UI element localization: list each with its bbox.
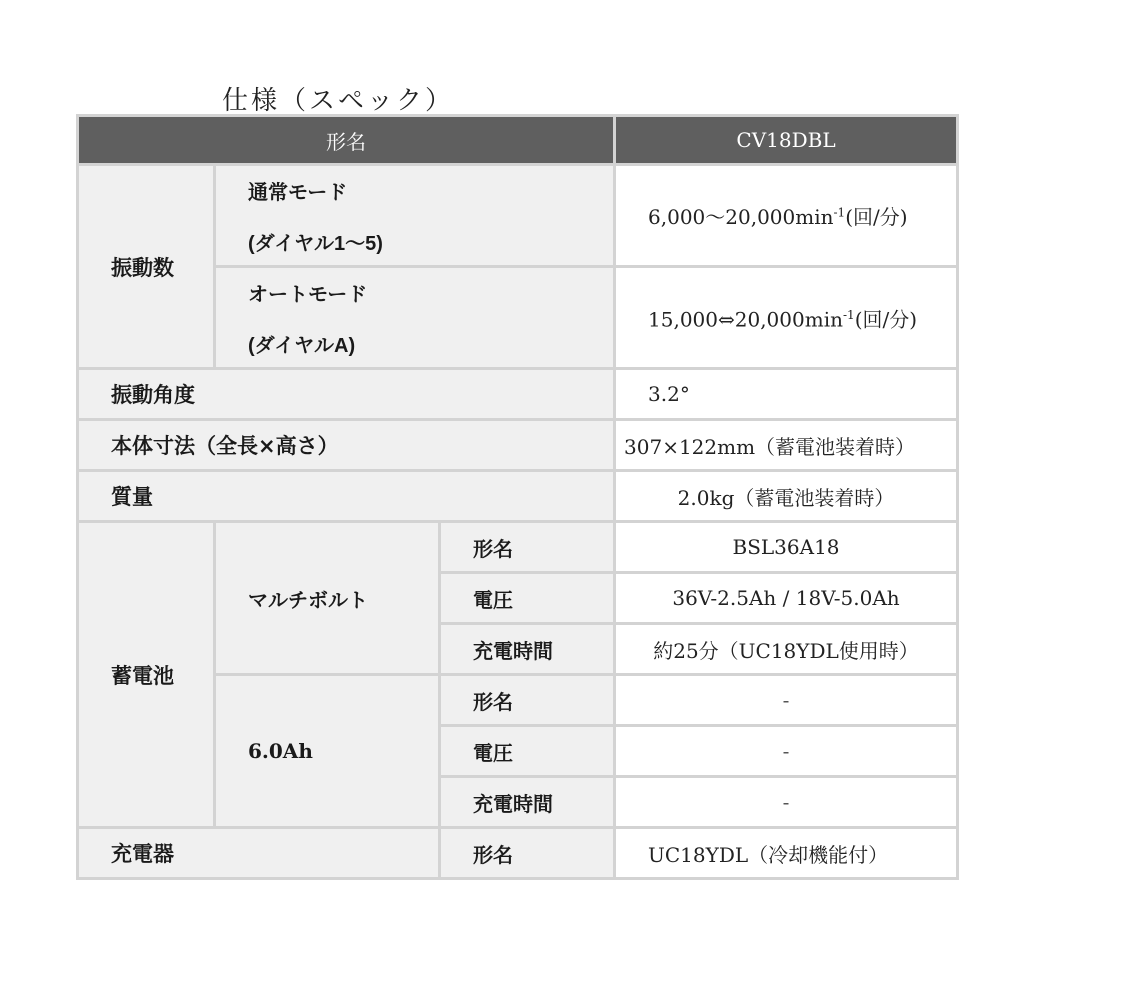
ah60-charge-value: - <box>615 777 958 828</box>
ah60-model-value: - <box>615 675 958 726</box>
normal-value-sup: -1 <box>833 205 846 220</box>
ah60-model-label: 形名 <box>440 675 615 726</box>
multivolt-voltage-label: 電圧 <box>440 573 615 624</box>
charger-label: 充電器 <box>78 828 440 879</box>
table-row <box>78 471 958 522</box>
vibration-label: 振動数 <box>78 165 215 369</box>
multivolt-model-value: BSL36A18 <box>615 522 958 573</box>
auto-value-text: 15,000⇔20,000min <box>648 307 843 332</box>
ah60-charge-label: 充電時間 <box>440 777 615 828</box>
spec-table <box>76 114 959 880</box>
auto-mode-label: オートモード <box>248 281 368 306</box>
normal-mode-dial: (ダイヤル1〜5) <box>248 232 383 255</box>
dimensions-label: 本体寸法（全長×高さ） <box>78 420 615 471</box>
table-row <box>78 165 958 267</box>
battery-label: 蓄電池 <box>78 522 215 828</box>
charger-model-value: UC18YDL（冷却機能付） <box>615 828 958 879</box>
header-label: 形名 <box>78 116 615 165</box>
charger-model-label: 形名 <box>440 828 615 879</box>
multivolt-model-label: 形名 <box>440 522 615 573</box>
normal-value-unit: (回/分) <box>845 205 908 229</box>
weight-value: 2.0kg（蓄電池装着時） <box>615 471 958 522</box>
auto-value-sup: -1 <box>842 308 855 323</box>
ah60-label: 6.0Ah <box>215 675 440 828</box>
auto-value-unit: (回/分) <box>854 307 918 332</box>
table-row <box>78 828 958 879</box>
table-row <box>78 369 958 420</box>
header-row <box>78 116 958 165</box>
normal-value-text: 6,000〜20,000min <box>648 205 834 229</box>
weight-label: 質量 <box>78 471 615 522</box>
angle-label: 振動角度 <box>78 369 615 420</box>
table-row <box>78 420 958 471</box>
auto-mode-value <box>615 267 958 369</box>
multivolt-label: マルチボルト <box>215 522 440 675</box>
normal-mode-cell <box>215 165 615 267</box>
angle-value: 3.2° <box>615 369 958 420</box>
table-row <box>78 522 958 573</box>
multivolt-voltage-value: 36V-2.5Ah / 18V-5.0Ah <box>615 573 958 624</box>
auto-mode-dial: (ダイヤルA) <box>248 334 356 357</box>
multivolt-charge-label: 充電時間 <box>440 624 615 675</box>
ah60-voltage-label: 電圧 <box>440 726 615 777</box>
multivolt-charge-value: 約25分（UC18YDL使用時） <box>615 624 958 675</box>
header-model: CV18DBL <box>615 116 958 165</box>
dimensions-value: 307×122mm（蓄電池装着時） <box>615 420 958 471</box>
ah60-voltage-value: - <box>615 726 958 777</box>
normal-mode-value <box>615 165 958 267</box>
normal-mode-label: 通常モード <box>248 179 348 204</box>
auto-mode-cell <box>215 267 615 369</box>
page-title: 仕様（スペック） <box>222 86 455 116</box>
